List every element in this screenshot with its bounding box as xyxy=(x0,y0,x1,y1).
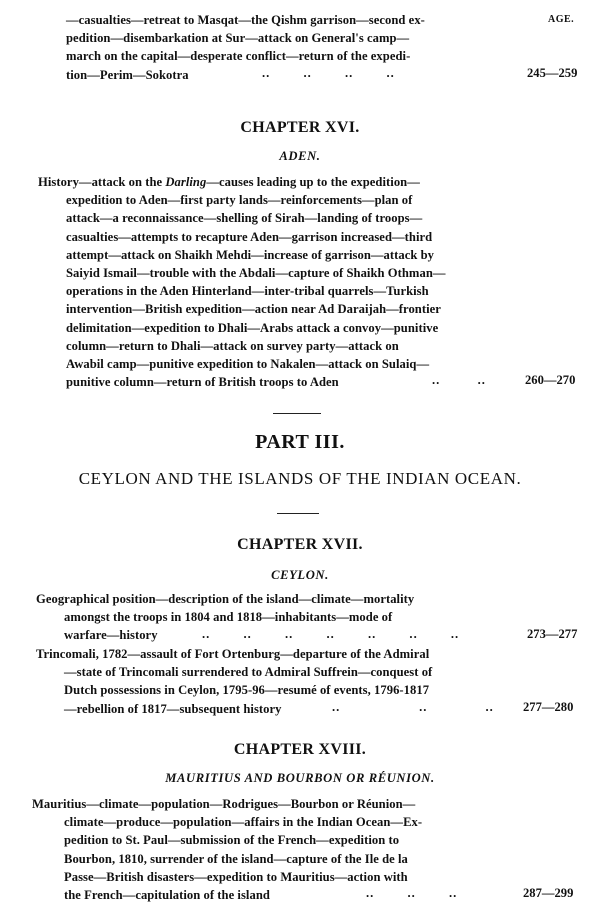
entry-line: operations in the Aden Hinterland—inter-tribal quarrels—Turkish xyxy=(66,284,429,299)
entry-line: Saiyid Ismail—trouble with the Abdali—capture of Shaikh Othman— xyxy=(66,266,446,281)
page-range: 260—270 xyxy=(525,373,576,387)
entry-line: Dutch possessions in Ceylon, 1795-96—resumé of events, 1796-1817 xyxy=(64,683,430,698)
entry-line: expedition to Aden—first party lands—reinforcements—plan of xyxy=(66,193,413,208)
entry-line: History—attack on the Darling—causes leading up to the expedition— xyxy=(38,175,420,189)
entry-line: Trincomali, 1782—assault of Fort Ortenburg—departure of the Admiral xyxy=(36,647,430,661)
entry-line: column—return to Dhali—attack on survey party—attack on xyxy=(66,338,399,353)
page-column-header: AGE. xyxy=(548,14,575,25)
chapter-subtitle: ADEN. xyxy=(279,149,321,163)
entry-line: attack—a reconnaissance—shelling of Sirah—landing of troops— xyxy=(66,211,423,226)
leader-dots: .. .. xyxy=(432,373,486,387)
entry-line: warfare—history xyxy=(64,628,158,643)
entry-line: pedition to St. Paul—submission of the French—expedition to xyxy=(64,833,400,848)
entry-line: the French—capitulation of the island xyxy=(64,888,270,903)
leader-dots: .. .. .. xyxy=(366,886,458,900)
entry-line: amongst the troops in 1804 and 1818—inhabitants—mode of xyxy=(64,610,393,625)
leader-dots: .. .. .. xyxy=(332,700,494,714)
page-range: 273—277 xyxy=(527,627,578,641)
entry-line: Awabil camp—punitive expedition to Nakalen—attack on Sulaiq— xyxy=(66,357,430,372)
chapter-heading: CHAPTER XVIII. xyxy=(233,741,367,758)
entry-line: tion—Perim—Sokotra xyxy=(66,67,189,82)
entry-line: intervention—British expedition—action near Ad Daraijah—frontier xyxy=(66,302,441,317)
entry-line: march on the capital—desperate conflict—return of the expedi- xyxy=(66,49,411,64)
entry-line: delimitation—expedition to Dhali—Arabs attack a convoy—punitive xyxy=(66,320,439,335)
entry-line: Passe—British disasters—expedition to Mauritius—action with xyxy=(64,869,408,884)
part-heading: PART III. xyxy=(255,431,345,453)
part-title: CEYLON AND THE ISLANDS OF THE INDIAN OCEAN. xyxy=(78,469,522,488)
entry-line: —state of Trincomali surrendered to Admiral Suffrein—conquest of xyxy=(64,665,433,680)
entry-line: —rebellion of 1817—subsequent history xyxy=(64,701,282,716)
entry-line: climate—produce—population—affairs in the Indian Ocean—Ex- xyxy=(64,815,423,830)
entry-line: attempt—attack on Shaikh Mehdi—increase of garrison—attack by xyxy=(66,247,435,262)
entry-line: punitive column—return of British troops to Aden xyxy=(66,375,339,390)
entry-line: —casualties—retreat to Masqat—the Qishm garrison—second ex- xyxy=(66,13,425,27)
entry-line: Mauritius—climate—population—Rodrigues—Bourbon or Réunion— xyxy=(32,797,416,811)
chapter-subtitle: CEYLON. xyxy=(271,568,329,582)
chapter-summary xyxy=(38,173,518,391)
entry-line: Bourbon, 1810, surrender of the island—capture of the Ile de la xyxy=(64,851,408,866)
section-divider xyxy=(277,513,319,514)
page-range: 277—280 xyxy=(523,700,574,714)
leader-dots: .. .. .. .. xyxy=(262,66,395,80)
page-range: 287—299 xyxy=(523,886,574,900)
section-divider xyxy=(273,413,321,414)
chapter-subtitle: MAURITIUS AND BOURBON OR RÉUNION. xyxy=(165,771,435,785)
leader-dots: .. .. .. .. .. .. .. xyxy=(202,627,460,641)
chapter-heading: CHAPTER XVI. xyxy=(240,119,360,136)
chapter-heading: CHAPTER XVII. xyxy=(237,536,363,553)
ship-name: Darling xyxy=(165,175,207,189)
page-range: 245—259 xyxy=(527,66,578,80)
entry-line: pedition—disembarkation at Sur—attack on General's camp— xyxy=(66,31,410,46)
entry-line: casualties—attempts to recapture Aden—garrison increased—third xyxy=(66,229,433,244)
entry-line: Geographical position—description of the island—climate—mortality xyxy=(36,592,415,606)
